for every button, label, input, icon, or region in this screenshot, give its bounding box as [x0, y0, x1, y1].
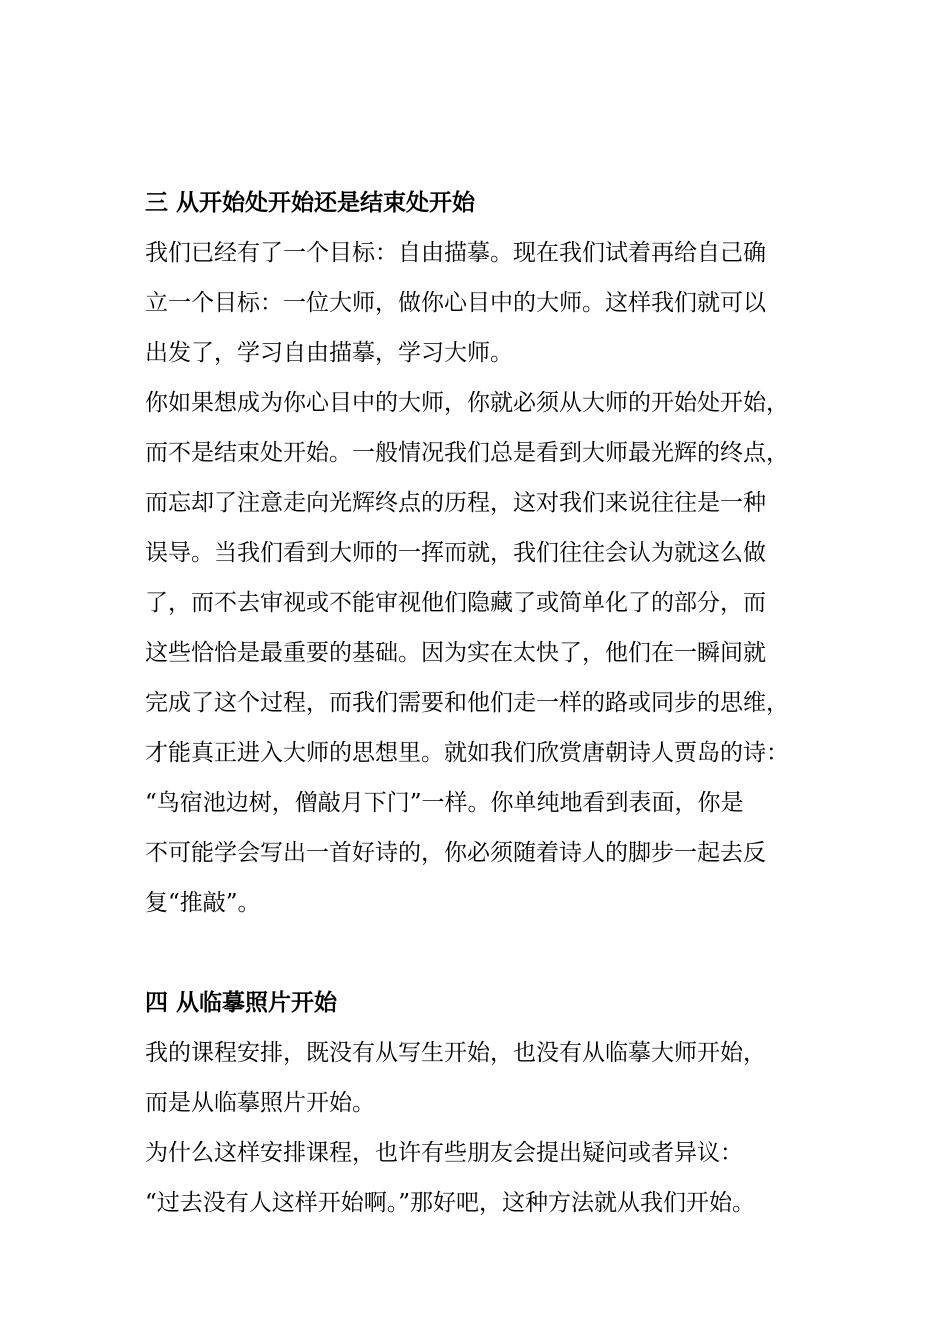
text-line: 才能真正进入大师的思想里。就如我们欣赏唐朝诗人贾岛的诗：	[145, 740, 789, 766]
text-line: 而不是结束处开始。一般情况我们总是看到大师最光辉的终点，	[145, 440, 789, 466]
text-line: 我的课程安排，既没有从写生开始，也没有从临摹大师开始，	[145, 1040, 766, 1066]
document-body	[145, 178, 835, 1228]
section-three	[145, 178, 835, 928]
paragraph	[145, 1128, 835, 1228]
text-line: 这些恰恰是最重要的基础。因为实在太快了，他们在一瞬间就	[145, 640, 766, 666]
text-line: “过去没有人这样开始啊。”那好吧，这种方法就从我们开始。	[145, 1190, 756, 1216]
paragraph	[145, 1028, 835, 1128]
text-line: 而是从临摹照片开始。	[145, 1090, 375, 1116]
text-line: 为什么这样安排课程，也许有些朋友会提出疑问或者异议：	[145, 1140, 743, 1166]
text-line: 不可能学会写出一首好诗的，你必须随着诗人的脚步一起去反	[145, 840, 766, 866]
text-line: 而忘却了注意走向光辉终点的历程，这对我们来说往往是一种	[145, 490, 766, 516]
text-line: 出发了，学习自由描摹，学习大师。	[145, 340, 513, 366]
paragraph	[145, 228, 835, 378]
text-line: “鸟宿池边树，僧敲月下门”一样。你单纯地看到表面，你是	[145, 790, 744, 816]
text-line: 完成了这个过程，而我们需要和他们走一样的路或同步的思维，	[145, 690, 789, 716]
section-four	[145, 978, 835, 1228]
text-line: 立一个目标：一位大师，做你心目中的大师。这样我们就可以	[145, 290, 766, 316]
paragraph	[145, 378, 835, 928]
section-heading: 三 从开始处开始还是结束处开始	[145, 190, 476, 216]
text-line: 你如果想成为你心目中的大师，你就必须从大师的开始处开始，	[145, 390, 789, 416]
text-line: 误导。当我们看到大师的一挥而就，我们往往会认为就这么做	[145, 540, 766, 566]
section-spacer	[145, 928, 835, 978]
text-line: 了，而不去审视或不能审视他们隐藏了或简单化了的部分，而	[145, 590, 766, 616]
section-heading: 四 从临摹照片开始	[145, 990, 338, 1016]
text-line: 我们已经有了一个目标：自由描摹。现在我们试着再给自己确	[145, 240, 766, 266]
text-line: 复“推敲”。	[145, 890, 261, 916]
